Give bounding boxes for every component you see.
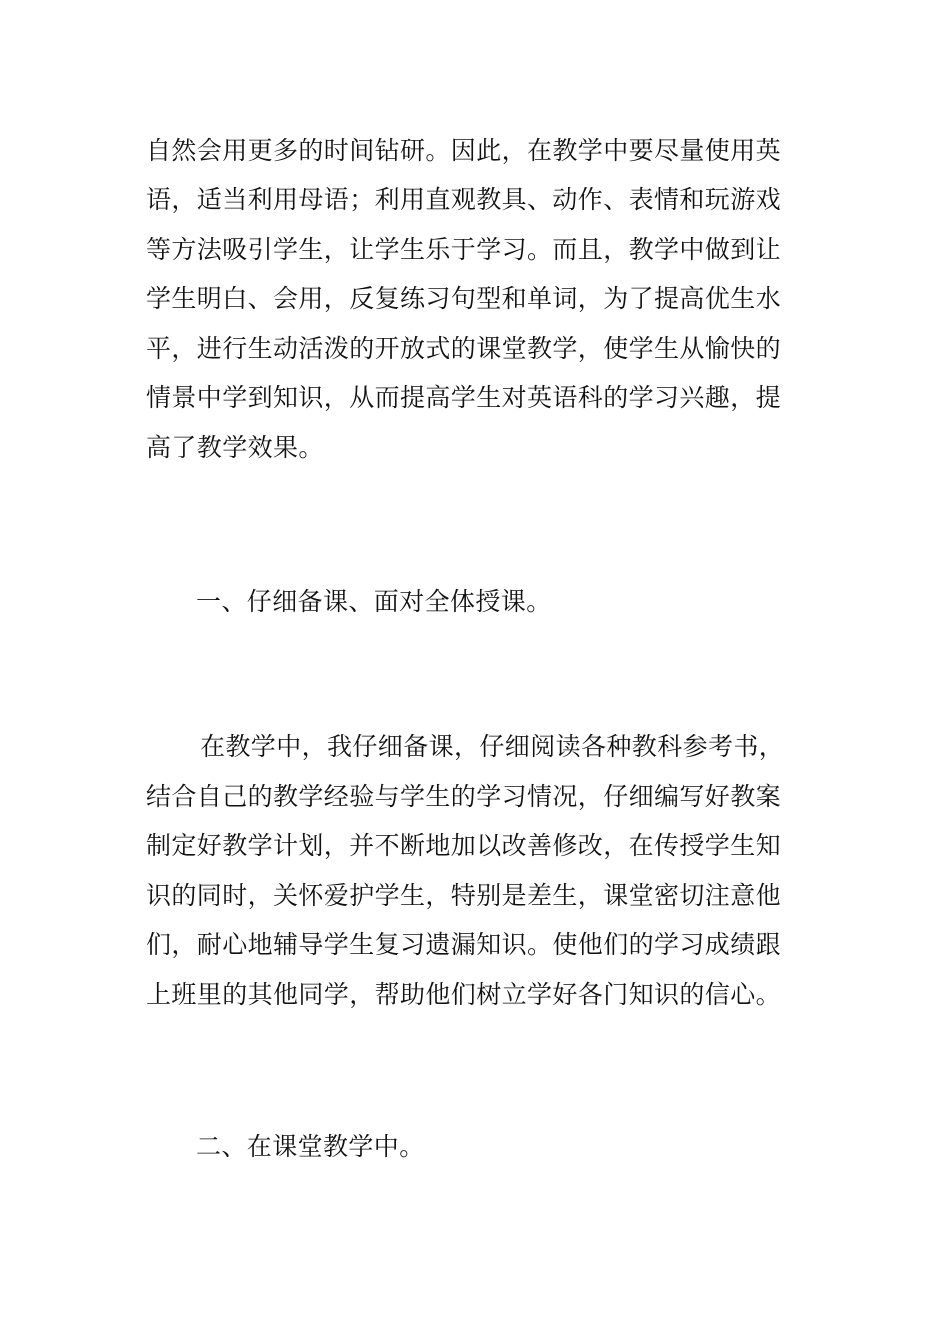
section-heading-2: 二、在课堂教学中。 [196, 1132, 425, 1161]
paragraph-line: 情景中学到知识，从而提高学生对英语科的学习兴趣，提 [146, 383, 782, 412]
paragraph-line: 们，耐心地辅导学生复习遗漏知识。使他们的学习成绩跟 [146, 930, 782, 959]
paragraph-line: 等方法吸引学生，让学生乐于学习。而且，教学中做到让 [146, 235, 782, 264]
paragraph-line: 自然会用更多的时间钻研。因此，在教学中要尽量使用英 [146, 136, 782, 165]
paragraph-line: 上班里的其他同学，帮助他们树立学好各门知识的信心。 [146, 980, 782, 1009]
section-heading-1: 一、仔细备课、面对全体授课。 [196, 587, 552, 616]
paragraph-line: 识的同时，关怀爱护学生，特别是差生，课堂密切注意他 [146, 881, 782, 910]
paragraph-line: 高了教学效果。 [146, 433, 324, 462]
paragraph-line: 平，进行生动活泼的开放式的课堂教学，使学生从愉快的 [146, 334, 782, 363]
paragraph-line: 语，适当利用母语；利用直观教具、动作、表情和玩游戏 [146, 185, 782, 214]
paragraph-line: 结合自己的教学经验与学生的学习情况，仔细编写好教案 [146, 782, 782, 811]
paragraph-line: 学生明白、会用，反复练习句型和单词，为了提高优生水 [146, 284, 782, 313]
paragraph-line: 在教学中，我仔细备课，仔细阅读各种教科参考书， [200, 732, 785, 761]
paragraph-line: 制定好教学计划，并不断地加以改善修改，在传授学生知 [146, 831, 782, 860]
